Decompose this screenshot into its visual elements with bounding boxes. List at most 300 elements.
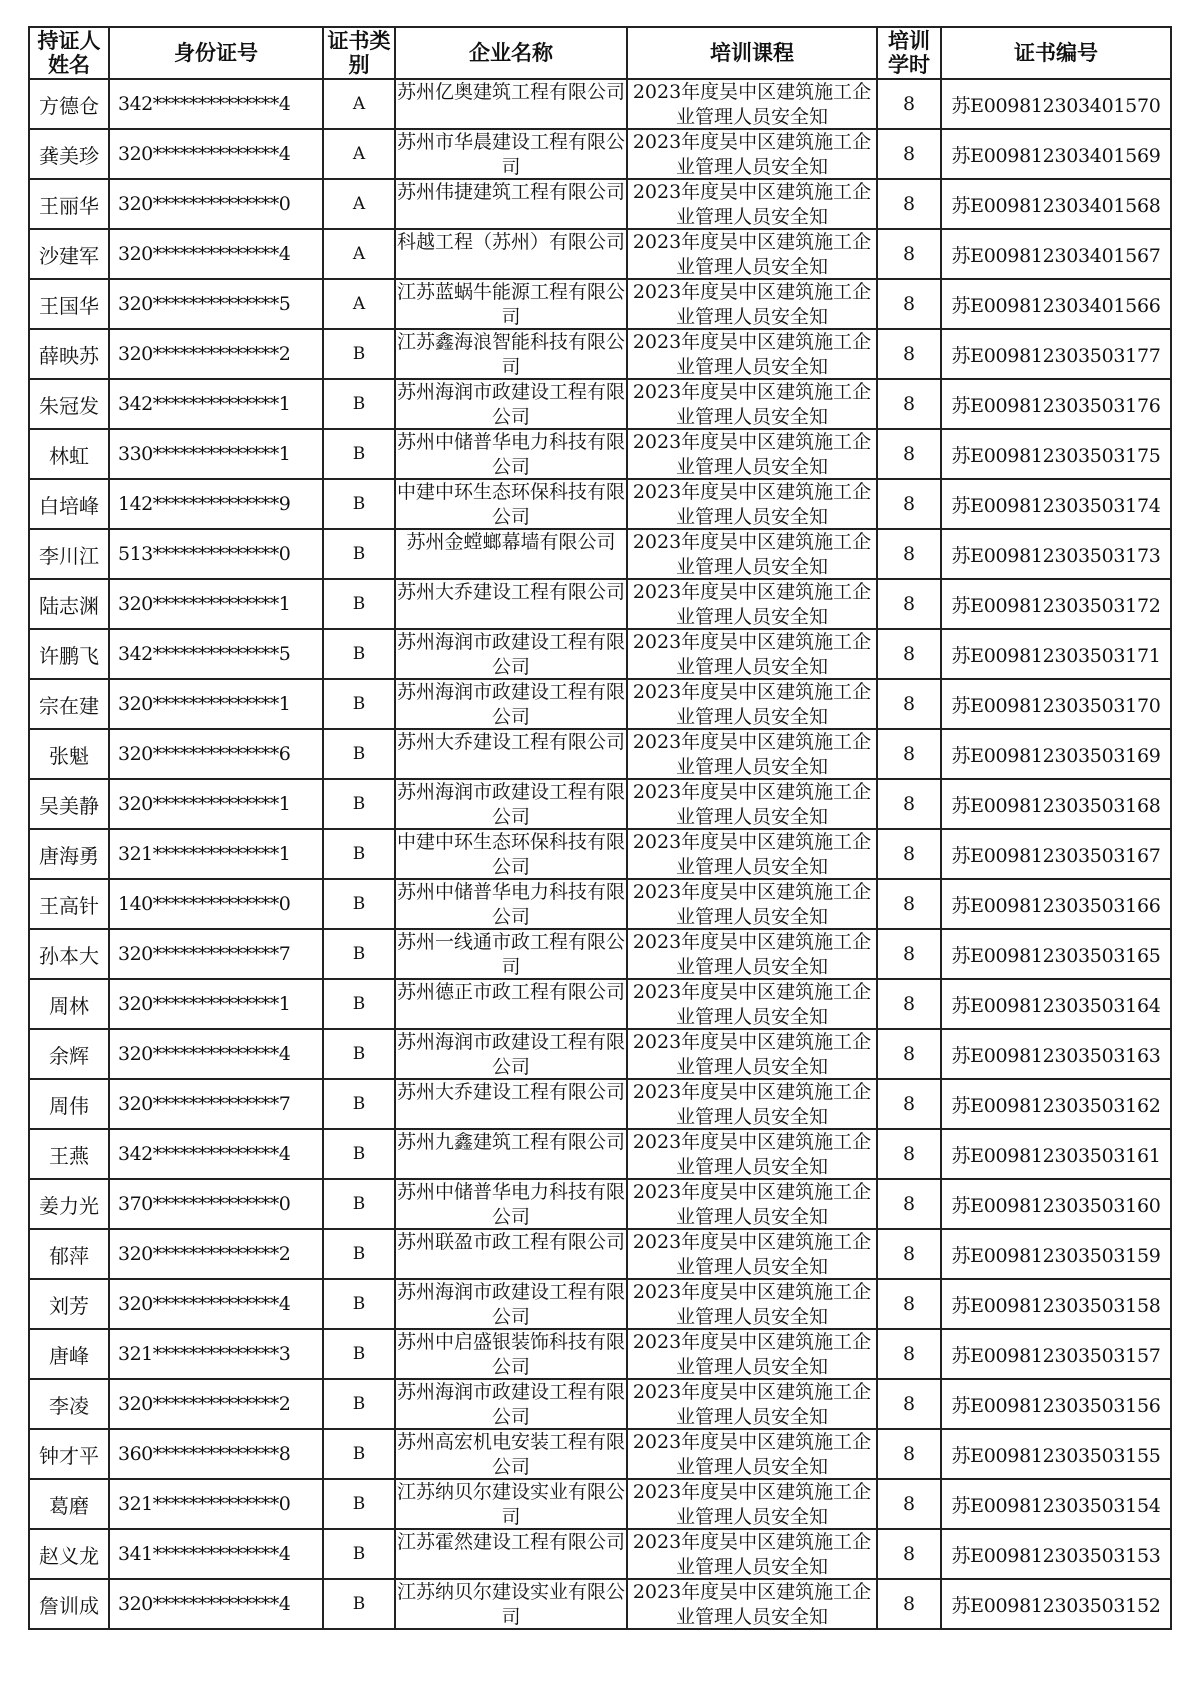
cell-company-text: 苏州高宏机电安装工程有限公司	[396, 1431, 625, 1478]
cell-cert-class: A	[323, 279, 395, 329]
cell-cert-class: A	[323, 79, 395, 129]
cell-course	[627, 279, 877, 329]
cell-company	[395, 1079, 627, 1129]
cell-company-text: 中建中环生态环保科技有限公司	[396, 481, 625, 528]
cell-id-number: 320**************0	[109, 179, 323, 229]
cell-hours: 8	[877, 1029, 941, 1079]
cell-cert-no: 苏E009812303503173	[941, 529, 1171, 579]
cell-hours: 8	[877, 179, 941, 229]
cell-course-text: 2023年度吴中区建筑施工企业管理人员安全知	[632, 1131, 872, 1178]
header-cert-no: 证书编号	[941, 27, 1171, 79]
cell-cert-no: 苏E009812303503154	[941, 1479, 1171, 1529]
cell-course	[627, 979, 877, 1029]
table-row	[29, 279, 1171, 329]
cell-company	[395, 1379, 627, 1429]
cell-company	[395, 679, 627, 729]
cell-company-text: 苏州海润市政建设工程有限公司	[396, 1281, 625, 1328]
cell-id-number: 342**************5	[109, 629, 323, 679]
table-row	[29, 1079, 1171, 1129]
cell-cert-no: 苏E009812303503165	[941, 929, 1171, 979]
cell-company-text: 苏州联盈市政工程有限公司	[396, 1231, 625, 1253]
header-cert-class: 证书类别	[323, 27, 395, 79]
cell-course	[627, 479, 877, 529]
cell-cert-no: 苏E009812303401570	[941, 79, 1171, 129]
cell-course	[627, 229, 877, 279]
cell-name: 薛映苏	[29, 329, 109, 379]
table-row	[29, 179, 1171, 229]
cell-company	[395, 979, 627, 1029]
cell-company-text: 苏州金螳螂幕墙有限公司	[406, 531, 616, 553]
cell-course	[627, 529, 877, 579]
cell-hours: 8	[877, 879, 941, 929]
cell-course-text: 2023年度吴中区建筑施工企业管理人员安全知	[632, 481, 872, 528]
cell-hours: 8	[877, 1479, 941, 1529]
cell-name: 孙本大	[29, 929, 109, 979]
cell-company	[395, 129, 627, 179]
cell-company	[395, 529, 627, 579]
cell-cert-no: 苏E009812303503157	[941, 1329, 1171, 1379]
table-row	[29, 1379, 1171, 1429]
cell-cert-no: 苏E009812303503152	[941, 1579, 1171, 1629]
cell-hours: 8	[877, 1529, 941, 1579]
cell-course	[627, 679, 877, 729]
table-row	[29, 429, 1171, 479]
cell-cert-class: B	[323, 1279, 395, 1329]
cell-company-text: 科越工程（苏州）有限公司	[396, 231, 625, 253]
table-row	[29, 1229, 1171, 1279]
cell-cert-class: B	[323, 1379, 395, 1429]
cell-company-text: 苏州九鑫建筑工程有限公司	[396, 1131, 625, 1153]
cell-name: 林虹	[29, 429, 109, 479]
table-row	[29, 1129, 1171, 1179]
cell-cert-class: B	[323, 529, 395, 579]
cell-hours: 8	[877, 479, 941, 529]
cell-course-text: 2023年度吴中区建筑施工企业管理人员安全知	[632, 731, 872, 778]
cell-company-text: 江苏纳贝尔建设实业有限公司	[396, 1581, 625, 1628]
cell-hours: 8	[877, 729, 941, 779]
cell-id-number: 320**************4	[109, 1029, 323, 1079]
cell-name: 沙建军	[29, 229, 109, 279]
cell-hours: 8	[877, 1279, 941, 1329]
cell-course-text: 2023年度吴中区建筑施工企业管理人员安全知	[632, 781, 872, 828]
cell-cert-class: B	[323, 1229, 395, 1279]
cell-id-number: 320**************4	[109, 1279, 323, 1329]
cell-name: 姜力光	[29, 1179, 109, 1229]
cell-name: 吴美静	[29, 779, 109, 829]
cell-course	[627, 929, 877, 979]
cell-company-text: 江苏蓝蜗牛能源工程有限公司	[396, 281, 625, 328]
cell-course	[627, 1229, 877, 1279]
cell-cert-no: 苏E009812303503169	[941, 729, 1171, 779]
header-id-number: 身份证号	[109, 27, 323, 79]
cell-course-text: 2023年度吴中区建筑施工企业管理人员安全知	[632, 981, 872, 1028]
cell-company-text: 中建中环生态环保科技有限公司	[396, 831, 625, 878]
table-row	[29, 1029, 1171, 1079]
cell-hours: 8	[877, 1229, 941, 1279]
cell-company-text: 江苏纳贝尔建设实业有限公司	[396, 1481, 625, 1528]
cell-course	[627, 729, 877, 779]
cell-name: 詹训成	[29, 1579, 109, 1629]
cell-course	[627, 1529, 877, 1579]
cell-course	[627, 1129, 877, 1179]
cell-cert-no: 苏E009812303503172	[941, 579, 1171, 629]
cell-company-text: 苏州中储普华电力科技有限公司	[396, 881, 625, 928]
cell-id-number: 320**************7	[109, 1079, 323, 1129]
cell-course-text: 2023年度吴中区建筑施工企业管理人员安全知	[632, 1181, 872, 1228]
cell-company	[395, 429, 627, 479]
table-row	[29, 229, 1171, 279]
cell-company-text: 苏州海润市政建设工程有限公司	[396, 631, 625, 678]
cell-cert-class: B	[323, 329, 395, 379]
cell-hours: 8	[877, 79, 941, 129]
cell-course	[627, 629, 877, 679]
cell-course-text: 2023年度吴中区建筑施工企业管理人员安全知	[632, 631, 872, 678]
cell-company-text: 苏州大乔建设工程有限公司	[396, 731, 625, 753]
cell-name: 钟才平	[29, 1429, 109, 1479]
cell-id-number: 320**************4	[109, 129, 323, 179]
cell-company	[395, 379, 627, 429]
cell-hours: 8	[877, 929, 941, 979]
cell-company	[395, 579, 627, 629]
cell-hours: 8	[877, 529, 941, 579]
cell-id-number: 320**************4	[109, 1579, 323, 1629]
cell-cert-no: 苏E009812303503174	[941, 479, 1171, 529]
cell-id-number: 321**************3	[109, 1329, 323, 1379]
cell-cert-no: 苏E009812303503177	[941, 329, 1171, 379]
cell-cert-class: A	[323, 129, 395, 179]
cell-cert-class: B	[323, 1529, 395, 1579]
certificate-table	[28, 26, 1172, 1630]
cell-course-text: 2023年度吴中区建筑施工企业管理人员安全知	[632, 1081, 872, 1128]
cell-cert-class: B	[323, 1079, 395, 1129]
cell-name: 朱冠发	[29, 379, 109, 429]
cell-course	[627, 1479, 877, 1529]
cell-cert-class: B	[323, 729, 395, 779]
cell-company	[395, 1179, 627, 1229]
cell-hours: 8	[877, 329, 941, 379]
cell-name: 王国华	[29, 279, 109, 329]
cell-name: 郁萍	[29, 1229, 109, 1279]
cell-cert-no: 苏E009812303503162	[941, 1079, 1171, 1129]
cell-id-number: 342**************4	[109, 1129, 323, 1179]
cell-name: 方德仓	[29, 79, 109, 129]
table-row	[29, 1529, 1171, 1579]
header-company: 企业名称	[395, 27, 627, 79]
cell-cert-class: B	[323, 929, 395, 979]
cell-cert-no: 苏E009812303401569	[941, 129, 1171, 179]
cell-course	[627, 1029, 877, 1079]
cell-id-number: 320**************2	[109, 1379, 323, 1429]
cell-course	[627, 179, 877, 229]
cell-company-text: 苏州海润市政建设工程有限公司	[396, 381, 625, 428]
cell-course	[627, 1279, 877, 1329]
cell-course	[627, 129, 877, 179]
cell-course-text: 2023年度吴中区建筑施工企业管理人员安全知	[632, 1431, 872, 1478]
cell-company-text: 苏州大乔建设工程有限公司	[396, 581, 625, 603]
table-row	[29, 329, 1171, 379]
cell-name: 周伟	[29, 1079, 109, 1129]
cell-company	[395, 179, 627, 229]
cell-course	[627, 429, 877, 479]
cell-hours: 8	[877, 979, 941, 1029]
cell-name: 王高针	[29, 879, 109, 929]
cell-cert-class: B	[323, 1579, 395, 1629]
cell-name: 白培峰	[29, 479, 109, 529]
cell-hours: 8	[877, 1379, 941, 1429]
cell-course	[627, 1079, 877, 1129]
table-row	[29, 1579, 1171, 1629]
cell-course-text: 2023年度吴中区建筑施工企业管理人员安全知	[632, 1381, 872, 1428]
cell-company	[395, 929, 627, 979]
cell-name: 李凌	[29, 1379, 109, 1429]
cell-course-text: 2023年度吴中区建筑施工企业管理人员安全知	[632, 931, 872, 978]
cell-course-text: 2023年度吴中区建筑施工企业管理人员安全知	[632, 1031, 872, 1078]
cell-course	[627, 1179, 877, 1229]
cell-company-text: 苏州一线通市政工程有限公司	[396, 931, 625, 978]
cell-course-text: 2023年度吴中区建筑施工企业管理人员安全知	[632, 881, 872, 928]
cell-hours: 8	[877, 129, 941, 179]
cell-cert-class: A	[323, 229, 395, 279]
cell-company	[395, 879, 627, 929]
cell-hours: 8	[877, 279, 941, 329]
cell-cert-class: B	[323, 479, 395, 529]
cell-course	[627, 329, 877, 379]
cell-company	[395, 1479, 627, 1529]
cell-id-number: 320**************5	[109, 279, 323, 329]
cell-id-number: 320**************4	[109, 229, 323, 279]
cell-id-number: 320**************1	[109, 579, 323, 629]
cell-course-text: 2023年度吴中区建筑施工企业管理人员安全知	[632, 1481, 872, 1528]
cell-company-text: 苏州中储普华电力科技有限公司	[396, 1181, 625, 1228]
cell-course-text: 2023年度吴中区建筑施工企业管理人员安全知	[632, 431, 872, 478]
cell-company	[395, 79, 627, 129]
cell-course-text: 2023年度吴中区建筑施工企业管理人员安全知	[632, 231, 872, 278]
cell-course-text: 2023年度吴中区建筑施工企业管理人员安全知	[632, 1581, 872, 1628]
cell-name: 唐峰	[29, 1329, 109, 1379]
cell-cert-class: B	[323, 979, 395, 1029]
cell-cert-class: A	[323, 179, 395, 229]
cell-cert-class: B	[323, 629, 395, 679]
table-row	[29, 1279, 1171, 1329]
table-row	[29, 1329, 1171, 1379]
cell-name: 周林	[29, 979, 109, 1029]
cell-id-number: 342**************4	[109, 79, 323, 129]
cell-company	[395, 479, 627, 529]
cell-cert-no: 苏E009812303503176	[941, 379, 1171, 429]
cell-cert-no: 苏E009812303503156	[941, 1379, 1171, 1429]
cell-cert-no: 苏E009812303503175	[941, 429, 1171, 479]
table-row	[29, 1179, 1171, 1229]
cell-company-text: 苏州中储普华电力科技有限公司	[396, 431, 625, 478]
cell-hours: 8	[877, 1429, 941, 1479]
cell-hours: 8	[877, 1079, 941, 1129]
cell-company	[395, 729, 627, 779]
table-body	[29, 79, 1171, 1629]
cell-company	[395, 329, 627, 379]
cell-name: 张魁	[29, 729, 109, 779]
cell-id-number: 341**************4	[109, 1529, 323, 1579]
cell-company	[395, 1429, 627, 1479]
cell-cert-class: B	[323, 1129, 395, 1179]
cell-company	[395, 779, 627, 829]
cell-cert-no: 苏E009812303503153	[941, 1529, 1171, 1579]
cell-id-number: 360**************8	[109, 1429, 323, 1479]
cell-company-text: 苏州市华晨建设工程有限公司	[396, 131, 625, 178]
cell-cert-class: B	[323, 779, 395, 829]
table-row	[29, 979, 1171, 1029]
cell-course	[627, 1429, 877, 1479]
cell-course	[627, 1379, 877, 1429]
cell-cert-no: 苏E009812303503161	[941, 1129, 1171, 1179]
cell-company-text: 苏州海润市政建设工程有限公司	[396, 1031, 625, 1078]
cell-cert-no: 苏E009812303503166	[941, 879, 1171, 929]
cell-course	[627, 779, 877, 829]
cell-course	[627, 1329, 877, 1379]
cell-company-text: 苏州海润市政建设工程有限公司	[396, 781, 625, 828]
cell-hours: 8	[877, 1129, 941, 1179]
cell-course-text: 2023年度吴中区建筑施工企业管理人员安全知	[632, 1331, 872, 1378]
cell-course-text: 2023年度吴中区建筑施工企业管理人员安全知	[632, 1281, 872, 1328]
table-row	[29, 829, 1171, 879]
cell-name: 唐海勇	[29, 829, 109, 879]
cell-id-number: 320**************6	[109, 729, 323, 779]
cell-cert-class: B	[323, 679, 395, 729]
cell-hours: 8	[877, 379, 941, 429]
cell-cert-class: B	[323, 1029, 395, 1079]
cell-company	[395, 629, 627, 679]
cell-cert-no: 苏E009812303503159	[941, 1229, 1171, 1279]
cell-hours: 8	[877, 829, 941, 879]
cell-name: 赵义龙	[29, 1529, 109, 1579]
cell-company-text: 江苏鑫海浪智能科技有限公司	[396, 331, 625, 378]
table-header	[29, 27, 1171, 79]
cell-company	[395, 1529, 627, 1579]
cell-cert-class: B	[323, 379, 395, 429]
cell-company-text: 苏州伟捷建筑工程有限公司	[396, 181, 625, 203]
table-row	[29, 79, 1171, 129]
cell-company	[395, 1129, 627, 1179]
cell-cert-no: 苏E009812303503163	[941, 1029, 1171, 1079]
cell-name: 陆志渊	[29, 579, 109, 629]
cell-id-number: 320**************7	[109, 929, 323, 979]
table-row	[29, 529, 1171, 579]
cell-course	[627, 579, 877, 629]
cell-id-number: 320**************1	[109, 679, 323, 729]
cell-id-number: 140**************0	[109, 879, 323, 929]
cell-cert-class: B	[323, 1429, 395, 1479]
cell-company	[395, 1579, 627, 1629]
cell-course	[627, 79, 877, 129]
cell-name: 宗在建	[29, 679, 109, 729]
cell-cert-no: 苏E009812303503170	[941, 679, 1171, 729]
cell-cert-no: 苏E009812303401568	[941, 179, 1171, 229]
table-row	[29, 929, 1171, 979]
cell-cert-no: 苏E009812303503171	[941, 629, 1171, 679]
table-row	[29, 379, 1171, 429]
cell-name: 许鹏飞	[29, 629, 109, 679]
cell-cert-class: B	[323, 1479, 395, 1529]
table-row	[29, 779, 1171, 829]
cell-id-number: 321**************1	[109, 829, 323, 879]
cell-id-number: 320**************2	[109, 329, 323, 379]
cell-name: 王燕	[29, 1129, 109, 1179]
cell-hours: 8	[877, 629, 941, 679]
cell-course-text: 2023年度吴中区建筑施工企业管理人员安全知	[632, 531, 872, 578]
cell-course	[627, 829, 877, 879]
cell-cert-no: 苏E009812303503155	[941, 1429, 1171, 1479]
cell-name: 葛磨	[29, 1479, 109, 1529]
cell-course-text: 2023年度吴中区建筑施工企业管理人员安全知	[632, 131, 872, 178]
cell-name: 李川江	[29, 529, 109, 579]
cell-company-text: 苏州海润市政建设工程有限公司	[396, 681, 625, 728]
cell-cert-class: B	[323, 1329, 395, 1379]
cell-course-text: 2023年度吴中区建筑施工企业管理人员安全知	[632, 1531, 872, 1578]
cell-company	[395, 1029, 627, 1079]
cell-cert-class: B	[323, 579, 395, 629]
cell-hours: 8	[877, 429, 941, 479]
cell-company-text: 江苏霍然建设工程有限公司	[396, 1531, 625, 1553]
cell-cert-no: 苏E009812303503160	[941, 1179, 1171, 1229]
cell-hours: 8	[877, 1579, 941, 1629]
table-row	[29, 629, 1171, 679]
cell-course-text: 2023年度吴中区建筑施工企业管理人员安全知	[632, 381, 872, 428]
cell-course-text: 2023年度吴中区建筑施工企业管理人员安全知	[632, 831, 872, 878]
table-row	[29, 879, 1171, 929]
cell-name: 龚美珍	[29, 129, 109, 179]
cell-id-number: 330**************1	[109, 429, 323, 479]
cell-company-text: 苏州德正市政工程有限公司	[396, 981, 625, 1003]
cell-cert-no: 苏E009812303401566	[941, 279, 1171, 329]
cell-cert-no: 苏E009812303503158	[941, 1279, 1171, 1329]
cell-company-text: 苏州亿奥建筑工程有限公司	[396, 81, 625, 103]
cell-name: 王丽华	[29, 179, 109, 229]
cell-course-text: 2023年度吴中区建筑施工企业管理人员安全知	[632, 281, 872, 328]
cell-name: 余辉	[29, 1029, 109, 1079]
cell-course-text: 2023年度吴中区建筑施工企业管理人员安全知	[632, 1231, 872, 1278]
cell-hours: 8	[877, 1179, 941, 1229]
cell-cert-class: B	[323, 879, 395, 929]
cell-course	[627, 1579, 877, 1629]
cell-hours: 8	[877, 579, 941, 629]
table-row	[29, 579, 1171, 629]
cell-cert-no: 苏E009812303503168	[941, 779, 1171, 829]
cell-course-text: 2023年度吴中区建筑施工企业管理人员安全知	[632, 581, 872, 628]
cell-company-text: 苏州大乔建设工程有限公司	[396, 1081, 625, 1103]
cell-company	[395, 229, 627, 279]
cell-cert-class: B	[323, 829, 395, 879]
table-row	[29, 729, 1171, 779]
cell-company	[395, 279, 627, 329]
header-name: 持证人姓名	[29, 27, 109, 79]
cell-course	[627, 379, 877, 429]
cell-course	[627, 879, 877, 929]
cell-company-text: 苏州中启盛银装饰科技有限公司	[396, 1331, 625, 1378]
cell-id-number: 370**************0	[109, 1179, 323, 1229]
cell-hours: 8	[877, 229, 941, 279]
cell-cert-class: B	[323, 429, 395, 479]
cell-id-number: 320**************1	[109, 779, 323, 829]
cell-hours: 8	[877, 779, 941, 829]
cell-id-number: 513**************0	[109, 529, 323, 579]
cell-id-number: 320**************1	[109, 979, 323, 1029]
cell-id-number: 142**************9	[109, 479, 323, 529]
table-row	[29, 1429, 1171, 1479]
cell-course-text: 2023年度吴中区建筑施工企业管理人员安全知	[632, 81, 872, 128]
cell-hours: 8	[877, 1329, 941, 1379]
table-row	[29, 1479, 1171, 1529]
cell-company	[395, 1329, 627, 1379]
cell-id-number: 342**************1	[109, 379, 323, 429]
